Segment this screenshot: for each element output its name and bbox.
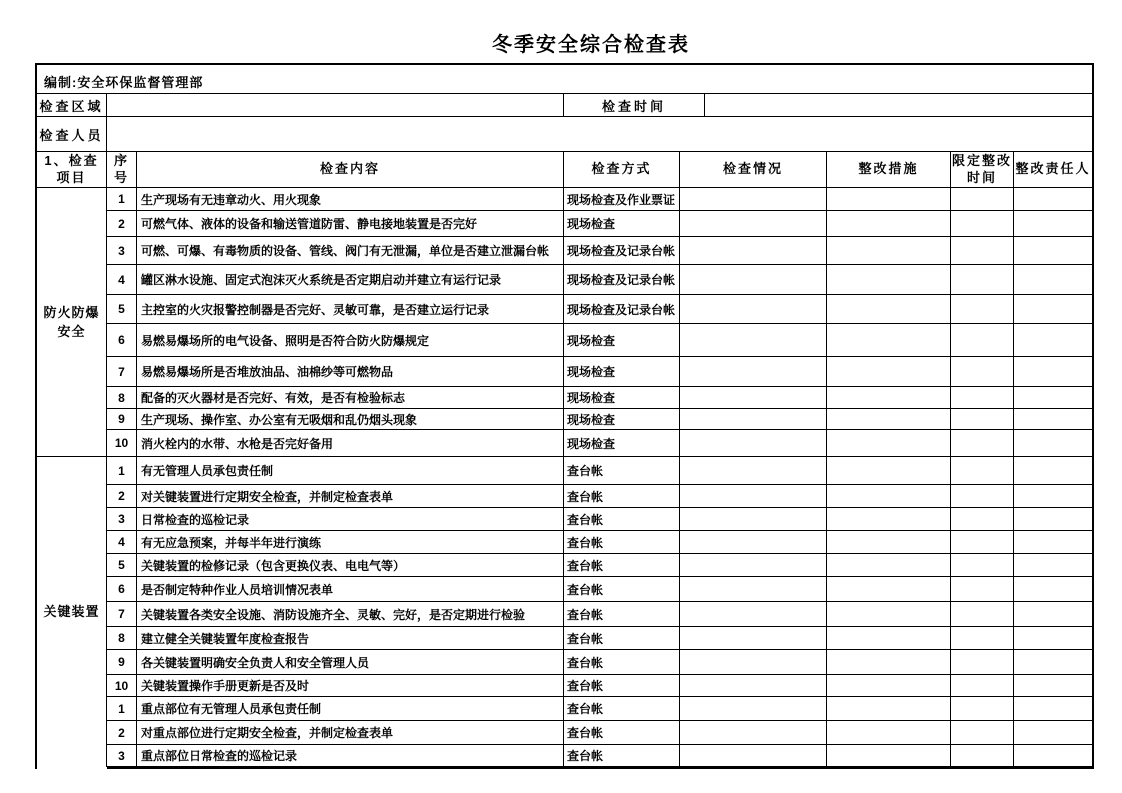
header-method-col: 检查方式 <box>564 152 680 188</box>
responsible-cell[interactable] <box>1014 577 1092 602</box>
situation-cell[interactable] <box>680 531 827 554</box>
header-measures-col: 整改措施 <box>827 152 951 188</box>
header-responsible-col: 整改责任人 <box>1014 152 1092 188</box>
content-cell: 主控室的火灾报警控制器是否完好、灵敏可靠，是否建立运行记录 <box>137 295 564 324</box>
deadline-cell[interactable] <box>951 211 1014 237</box>
responsible-cell[interactable] <box>1014 265 1092 295</box>
situation-cell[interactable] <box>680 387 827 409</box>
content-cell: 可燃气体、液体的设备和输送管道防雷、静电接地装置是否完好 <box>137 211 564 237</box>
measures-cell[interactable] <box>827 745 951 767</box>
header-content-col: 检查内容 <box>137 152 564 188</box>
content-cell: 是否制定特种作业人员培训情况表单 <box>137 577 564 602</box>
method-cell: 查台帐 <box>564 745 680 767</box>
method-cell: 查台帐 <box>564 554 680 577</box>
measures-cell[interactable] <box>827 324 951 357</box>
row-no-cell: 9 <box>107 409 137 430</box>
method-cell: 查台帐 <box>564 675 680 697</box>
deadline-cell[interactable] <box>951 237 1014 265</box>
content-cell: 关键装置的检修记录（包含更换仪表、电电气等） <box>137 554 564 577</box>
prepared-by-note: 编制:安全环保监督管理部 <box>44 75 204 90</box>
situation-cell[interactable] <box>680 602 827 627</box>
method-cell: 现场检查 <box>564 357 680 387</box>
checklist-grid <box>37 152 1092 767</box>
responsible-cell[interactable] <box>1014 409 1092 430</box>
measures-cell[interactable] <box>827 457 951 485</box>
situation-cell[interactable] <box>680 430 827 457</box>
content-cell: 有无应急预案，并每半年进行演练 <box>137 531 564 554</box>
situation-cell[interactable] <box>680 697 827 721</box>
method-cell: 现场检查 <box>564 430 680 457</box>
row-no-cell: 1 <box>107 697 137 721</box>
content-cell: 重点部位日常检查的巡检记录 <box>137 745 564 767</box>
deadline-cell[interactable] <box>951 357 1014 387</box>
content-cell: 易燃易爆场所的电气设备、照明是否符合防火防爆规定 <box>137 324 564 357</box>
area-label: 检查区域 <box>37 94 107 116</box>
row-no-cell: 6 <box>107 577 137 602</box>
header-no-col: 序号 <box>107 152 137 188</box>
method-cell: 现场检查 <box>564 387 680 409</box>
row-no-cell: 1 <box>107 188 137 211</box>
method-cell: 现场检查 <box>564 409 680 430</box>
responsible-cell[interactable] <box>1014 508 1092 531</box>
responsible-cell[interactable] <box>1014 697 1092 721</box>
measures-cell[interactable] <box>827 237 951 265</box>
measures-cell[interactable] <box>827 697 951 721</box>
section-label-fire-explosion: 防火防爆安全 <box>37 188 107 457</box>
content-cell: 日常检查的巡检记录 <box>137 508 564 531</box>
page-title: 冬季安全综合检查表 <box>492 34 690 56</box>
measures-cell[interactable] <box>827 188 951 211</box>
responsible-cell[interactable] <box>1014 295 1092 324</box>
content-cell: 配备的灭火器材是否完好、有效，是否有检验标志 <box>137 387 564 409</box>
method-cell: 现场检查及记录台帐 <box>564 295 680 324</box>
prepared-by-row <box>37 65 1092 94</box>
measures-cell[interactable] <box>827 485 951 508</box>
situation-cell[interactable] <box>680 485 827 508</box>
content-cell: 各关键装置明确安全负责人和安全管理人员 <box>137 650 564 675</box>
deadline-cell[interactable] <box>951 554 1014 577</box>
measures-cell[interactable] <box>827 265 951 295</box>
method-cell: 查台帐 <box>564 602 680 627</box>
situation-cell[interactable] <box>680 554 827 577</box>
situation-cell[interactable] <box>680 577 827 602</box>
deadline-cell[interactable] <box>951 531 1014 554</box>
method-cell: 查台帐 <box>564 650 680 675</box>
method-cell: 查台帐 <box>564 485 680 508</box>
method-cell: 现场检查 <box>564 211 680 237</box>
content-cell: 对关键装置进行定期安全检查，并制定检查表单 <box>137 485 564 508</box>
row-no-cell: 10 <box>107 430 137 457</box>
deadline-cell[interactable] <box>951 602 1014 627</box>
row-no-cell: 9 <box>107 650 137 675</box>
method-cell: 查台帐 <box>564 577 680 602</box>
time-value-cell[interactable] <box>705 94 1092 116</box>
time-label: 检查时间 <box>564 94 705 116</box>
content-cell: 易燃易爆场所是否堆放油品、油棉纱等可燃物品 <box>137 357 564 387</box>
deadline-cell[interactable] <box>951 721 1014 745</box>
page-break-gap <box>37 767 107 769</box>
inspection-table <box>35 63 1094 769</box>
personnel-value-cell[interactable] <box>107 117 1092 151</box>
row-no-cell: 2 <box>107 211 137 237</box>
situation-cell[interactable] <box>680 508 827 531</box>
row-no-cell: 4 <box>107 531 137 554</box>
measures-cell[interactable] <box>827 577 951 602</box>
method-cell: 现场检查及作业票证 <box>564 188 680 211</box>
method-cell: 现场检查及记录台帐 <box>564 265 680 295</box>
method-cell: 查台帐 <box>564 721 680 745</box>
row-no-cell: 1 <box>107 457 137 485</box>
content-cell: 罐区淋水设施、固定式泡沫灭火系统是否定期启动并建立有运行记录 <box>137 265 564 295</box>
header-deadline-col: 限定整改时间 <box>951 152 1014 188</box>
responsible-cell[interactable] <box>1014 627 1092 650</box>
situation-cell[interactable] <box>680 627 827 650</box>
responsible-cell[interactable] <box>1014 675 1092 697</box>
situation-cell[interactable] <box>680 211 827 237</box>
situation-cell[interactable] <box>680 295 827 324</box>
situation-cell[interactable] <box>680 265 827 295</box>
method-cell: 查台帐 <box>564 627 680 650</box>
measures-cell[interactable] <box>827 650 951 675</box>
measures-cell[interactable] <box>827 295 951 324</box>
method-cell: 现场检查 <box>564 324 680 357</box>
row-no-cell: 2 <box>107 721 137 745</box>
responsible-cell[interactable] <box>1014 602 1092 627</box>
content-cell: 可燃、可爆、有毒物质的设备、管线、阀门有无泄漏，单位是否建立泄漏台帐 <box>137 237 564 265</box>
situation-cell[interactable] <box>680 721 827 745</box>
responsible-cell[interactable] <box>1014 357 1092 387</box>
content-cell: 对重点部位进行定期安全检查，并制定检查表单 <box>137 721 564 745</box>
content-cell: 生产现场、操作室、办公室有无吸烟和乱仍烟头现象 <box>137 409 564 430</box>
deadline-cell[interactable] <box>951 697 1014 721</box>
measures-cell[interactable] <box>827 602 951 627</box>
content-cell: 有无管理人员承包责任制 <box>137 457 564 485</box>
row-no-cell: 6 <box>107 324 137 357</box>
measures-cell[interactable] <box>827 508 951 531</box>
responsible-cell[interactable] <box>1014 430 1092 457</box>
row-no-cell: 4 <box>107 265 137 295</box>
responsible-cell[interactable] <box>1014 387 1092 409</box>
responsible-cell[interactable] <box>1014 324 1092 357</box>
situation-cell[interactable] <box>680 409 827 430</box>
method-cell: 查台帐 <box>564 457 680 485</box>
deadline-cell[interactable] <box>951 508 1014 531</box>
situation-cell[interactable] <box>680 188 827 211</box>
method-cell: 查台帐 <box>564 508 680 531</box>
situation-cell[interactable] <box>680 324 827 357</box>
measures-cell[interactable] <box>827 430 951 457</box>
deadline-cell[interactable] <box>951 627 1014 650</box>
measures-cell[interactable] <box>827 627 951 650</box>
deadline-cell[interactable] <box>951 745 1014 767</box>
method-cell: 查台帐 <box>564 531 680 554</box>
measures-cell[interactable] <box>827 211 951 237</box>
measures-cell[interactable] <box>827 531 951 554</box>
row-no-cell: 3 <box>107 745 137 767</box>
measures-cell[interactable] <box>827 675 951 697</box>
responsible-cell[interactable] <box>1014 650 1092 675</box>
section-label-key-equipment: 关键装置 <box>37 457 107 767</box>
personnel-label: 检查人员 <box>37 117 107 151</box>
personnel-row <box>37 117 1092 152</box>
measures-cell[interactable] <box>827 409 951 430</box>
deadline-cell[interactable] <box>951 485 1014 508</box>
responsible-cell[interactable] <box>1014 188 1092 211</box>
responsible-cell[interactable] <box>1014 745 1092 767</box>
method-cell: 查台帐 <box>564 697 680 721</box>
measures-cell[interactable] <box>827 721 951 745</box>
deadline-cell[interactable] <box>951 387 1014 409</box>
deadline-cell[interactable] <box>951 650 1014 675</box>
content-cell: 关键装置各类安全设施、消防设施齐全、灵敏、完好，是否定期进行检验 <box>137 602 564 627</box>
content-cell: 关键装置操作手册更新是否及时 <box>137 675 564 697</box>
responsible-cell[interactable] <box>1014 485 1092 508</box>
content-cell: 重点部位有无管理人员承包责任制 <box>137 697 564 721</box>
method-cell: 现场检查及记录台帐 <box>564 237 680 265</box>
deadline-cell[interactable] <box>951 457 1014 485</box>
deadline-cell[interactable] <box>951 577 1014 602</box>
responsible-cell[interactable] <box>1014 237 1092 265</box>
row-no-cell: 3 <box>107 237 137 265</box>
row-no-cell: 8 <box>107 627 137 650</box>
area-time-row <box>37 94 1092 117</box>
measures-cell[interactable] <box>827 387 951 409</box>
deadline-cell[interactable] <box>951 188 1014 211</box>
responsible-cell[interactable] <box>1014 531 1092 554</box>
responsible-cell[interactable] <box>1014 721 1092 745</box>
area-value-cell[interactable] <box>107 94 564 116</box>
responsible-cell[interactable] <box>1014 554 1092 577</box>
responsible-cell[interactable] <box>1014 211 1092 237</box>
content-cell: 建立健全关键装置年度检查报告 <box>137 627 564 650</box>
deadline-cell[interactable] <box>951 430 1014 457</box>
header-item-col: 1、检查项目 <box>37 152 107 188</box>
content-cell: 消火栓内的水带、水枪是否完好备用 <box>137 430 564 457</box>
row-no-cell: 7 <box>107 357 137 387</box>
row-no-cell: 2 <box>107 485 137 508</box>
content-cell: 生产现场有无违章动火、用火现象 <box>137 188 564 211</box>
measures-cell[interactable] <box>827 357 951 387</box>
measures-cell[interactable] <box>827 554 951 577</box>
situation-cell[interactable] <box>680 237 827 265</box>
header-situation-col: 检查情况 <box>680 152 827 188</box>
row-no-cell: 5 <box>107 295 137 324</box>
situation-cell[interactable] <box>680 357 827 387</box>
situation-cell[interactable] <box>680 675 827 697</box>
row-no-cell: 5 <box>107 554 137 577</box>
responsible-cell[interactable] <box>1014 457 1092 485</box>
deadline-cell[interactable] <box>951 324 1014 357</box>
situation-cell[interactable] <box>680 457 827 485</box>
situation-cell[interactable] <box>680 650 827 675</box>
situation-cell[interactable] <box>680 745 827 767</box>
deadline-cell[interactable] <box>951 675 1014 697</box>
deadline-cell[interactable] <box>951 265 1014 295</box>
deadline-cell[interactable] <box>951 295 1014 324</box>
deadline-cell[interactable] <box>951 409 1014 430</box>
row-no-cell: 7 <box>107 602 137 627</box>
row-no-cell: 8 <box>107 387 137 409</box>
row-no-cell: 10 <box>107 675 137 697</box>
row-no-cell: 3 <box>107 508 137 531</box>
